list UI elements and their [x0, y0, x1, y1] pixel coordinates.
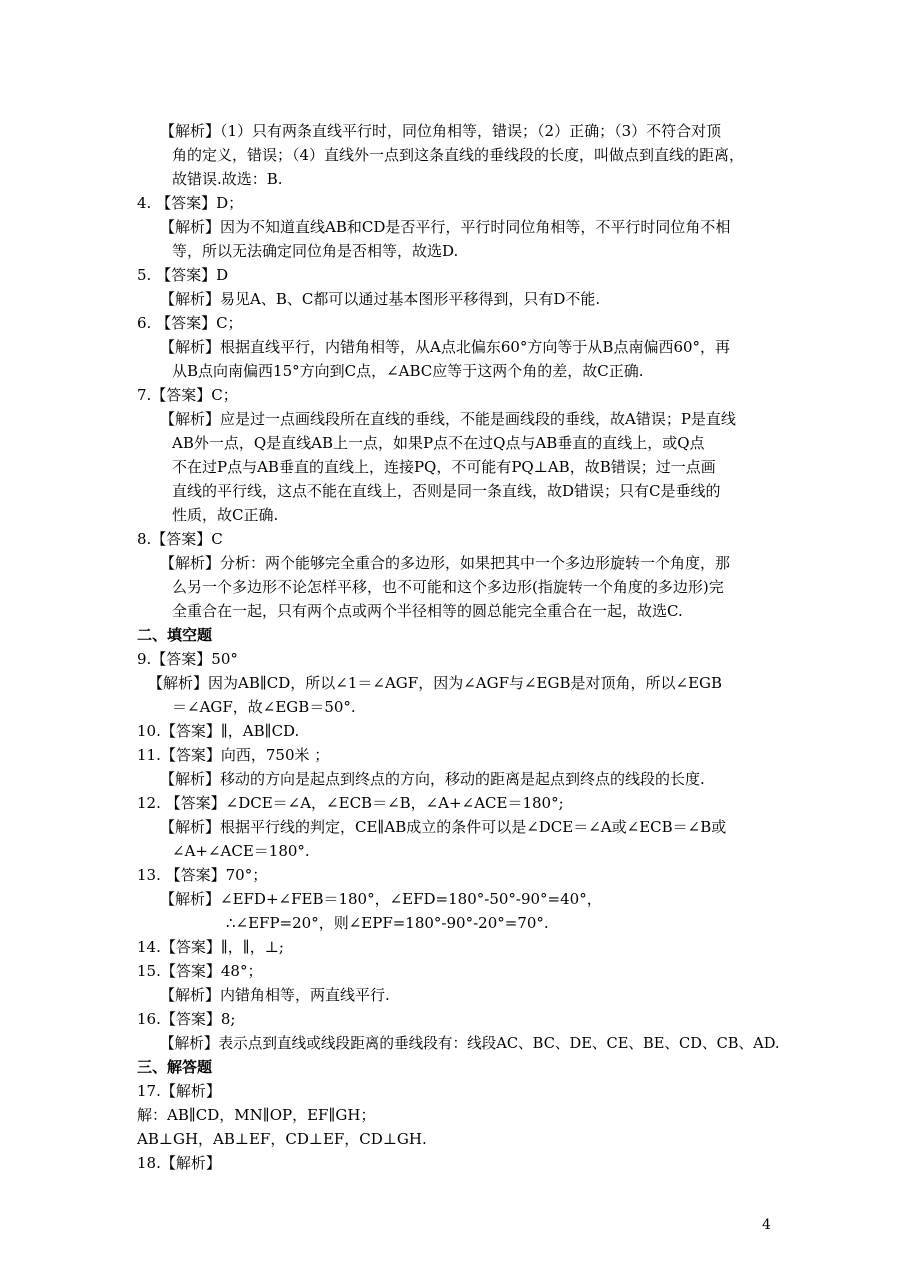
answer-line: 6. 【答案】C； — [137, 314, 243, 332]
answer-line: 12. 【答案】∠DCE＝∠A，∠ECB＝∠B，∠A+∠ACE＝180°; — [137, 794, 564, 812]
text-line: 全重合在一起，只有两个点或两个半径相等的圆总能完全重合在一起，故选C. — [172, 602, 683, 620]
text-line: 【解析】因为不知道直线AB和CD是否平行，平行时同位角相等，不平行时同位角不相 — [160, 218, 731, 236]
text-line: AB⊥GH，AB⊥EF，CD⊥EF，CD⊥GH. — [137, 1130, 427, 1148]
section-heading: 三、解答题 — [137, 1058, 213, 1076]
answer-line: 14.【答案】∥，∥，⊥; — [137, 938, 284, 956]
text-line: 等，所以无法确定同位角是否相等，故选D. — [172, 242, 459, 260]
answer-line: 9.【答案】50° — [137, 650, 238, 668]
text-line: 故错误.故选：B. — [172, 170, 283, 188]
answer-line: 13. 【答案】70°； — [137, 866, 268, 884]
text-line: 【解析】应是过一点画线段所在直线的垂线，不能是画线段的垂线，故A错误；P是直线 — [160, 410, 736, 428]
text-line: 直线的平行线，这点不能在直线上，否则是同一条直线，故D错误；只有C是垂线的 — [172, 482, 721, 500]
text-line: ＝∠AGF，故∠EGB＝50°. — [172, 698, 356, 716]
text-line: 【解析】（1）只有两条直线平行时，同位角相等，错误；（2）正确；（3）不符合对顶 — [160, 122, 722, 140]
text-line: ∴∠EFP=20°，则∠EPF=180°-90°-20°=70°. — [226, 914, 549, 932]
answer-line: 7.【答案】C； — [137, 386, 238, 404]
page-number: 4 — [762, 1217, 771, 1233]
text-line: 【解析】∠EFD+∠FEB＝180°，∠EFD=180°-50°-90°=40°， — [160, 890, 602, 908]
text-line: 解：AB∥CD，MN∥OP，EF∥GH； — [137, 1106, 376, 1124]
text-line: 【解析】易见A、B、C都可以通过基本图形平移得到，只有D不能. — [160, 290, 601, 308]
text-line: 【解析】表示点到直线或线段距离的垂线段有：线段AC、BC、DE、CE、BE、CD、CB、AD. — [160, 1034, 780, 1052]
text-line: AB外一点，Q是直线AB上一点，如果P点不在过Q点与AB垂直的直线上，或Q点 — [172, 434, 705, 452]
text-line: 【解析】内错角相等，两直线平行. — [160, 986, 390, 1004]
answer-line: 16.【答案】8; — [137, 1010, 236, 1028]
text-line: 性质，故C正确. — [172, 506, 279, 524]
answer-line: 5. 【答案】D — [137, 266, 229, 284]
answer-line: 4. 【答案】D； — [137, 194, 244, 212]
text-line: 角的定义，错误；（4）直线外一点到这条直线的垂线段的长度，叫做点到直线的距离， — [172, 146, 745, 164]
text-line: 【解析】因为AB∥CD，所以∠1＝∠AGF，因为∠AGF与∠EGB是对顶角，所以∠EGB — [148, 674, 723, 692]
answer-line: 10.【答案】∥，AB∥CD. — [137, 722, 300, 740]
answer-line: 18.【解析】 — [137, 1154, 221, 1172]
text-line: 【解析】根据平行线的判定，CE∥AB成立的条件可以是∠DCE＝∠A或∠ECB＝∠B或 — [160, 818, 727, 836]
text-line: 【解析】分析：两个能够完全重合的多边形，如果把其中一个多边形旋转一个角度，那 — [160, 554, 731, 572]
answer-line: 17.【解析】 — [137, 1082, 221, 1100]
answer-line: 15.【答案】48°； — [137, 962, 263, 980]
text-line: 【解析】移动的方向是起点到终点的方向，移动的距离是起点到终点的线段的长度. — [160, 770, 705, 788]
text-line: ∠A+∠ACE＝180°. — [172, 842, 310, 860]
text-line: 不在过P点与AB垂直的直线上，连接PQ，不可能有PQ⊥AB，故B错误；过一点画 — [172, 458, 716, 476]
answer-line: 11.【答案】向西，750米 ； — [137, 746, 330, 764]
section-heading: 二、填空题 — [137, 626, 213, 644]
text-line: 【解析】根据直线平行，内错角相等，从A点北偏东60°方向等于从B点南偏西60°，再 — [160, 338, 731, 356]
text-line: 从B点向南偏西15°方向到C点，∠ABC应等于这两个角的差，故C正确. — [172, 362, 644, 380]
text-line: 么另一个多边形不论怎样平移，也不可能和这个多边形(指旋转一个角度的多边形)完 — [172, 578, 724, 596]
answer-line: 8.【答案】C — [137, 530, 223, 548]
